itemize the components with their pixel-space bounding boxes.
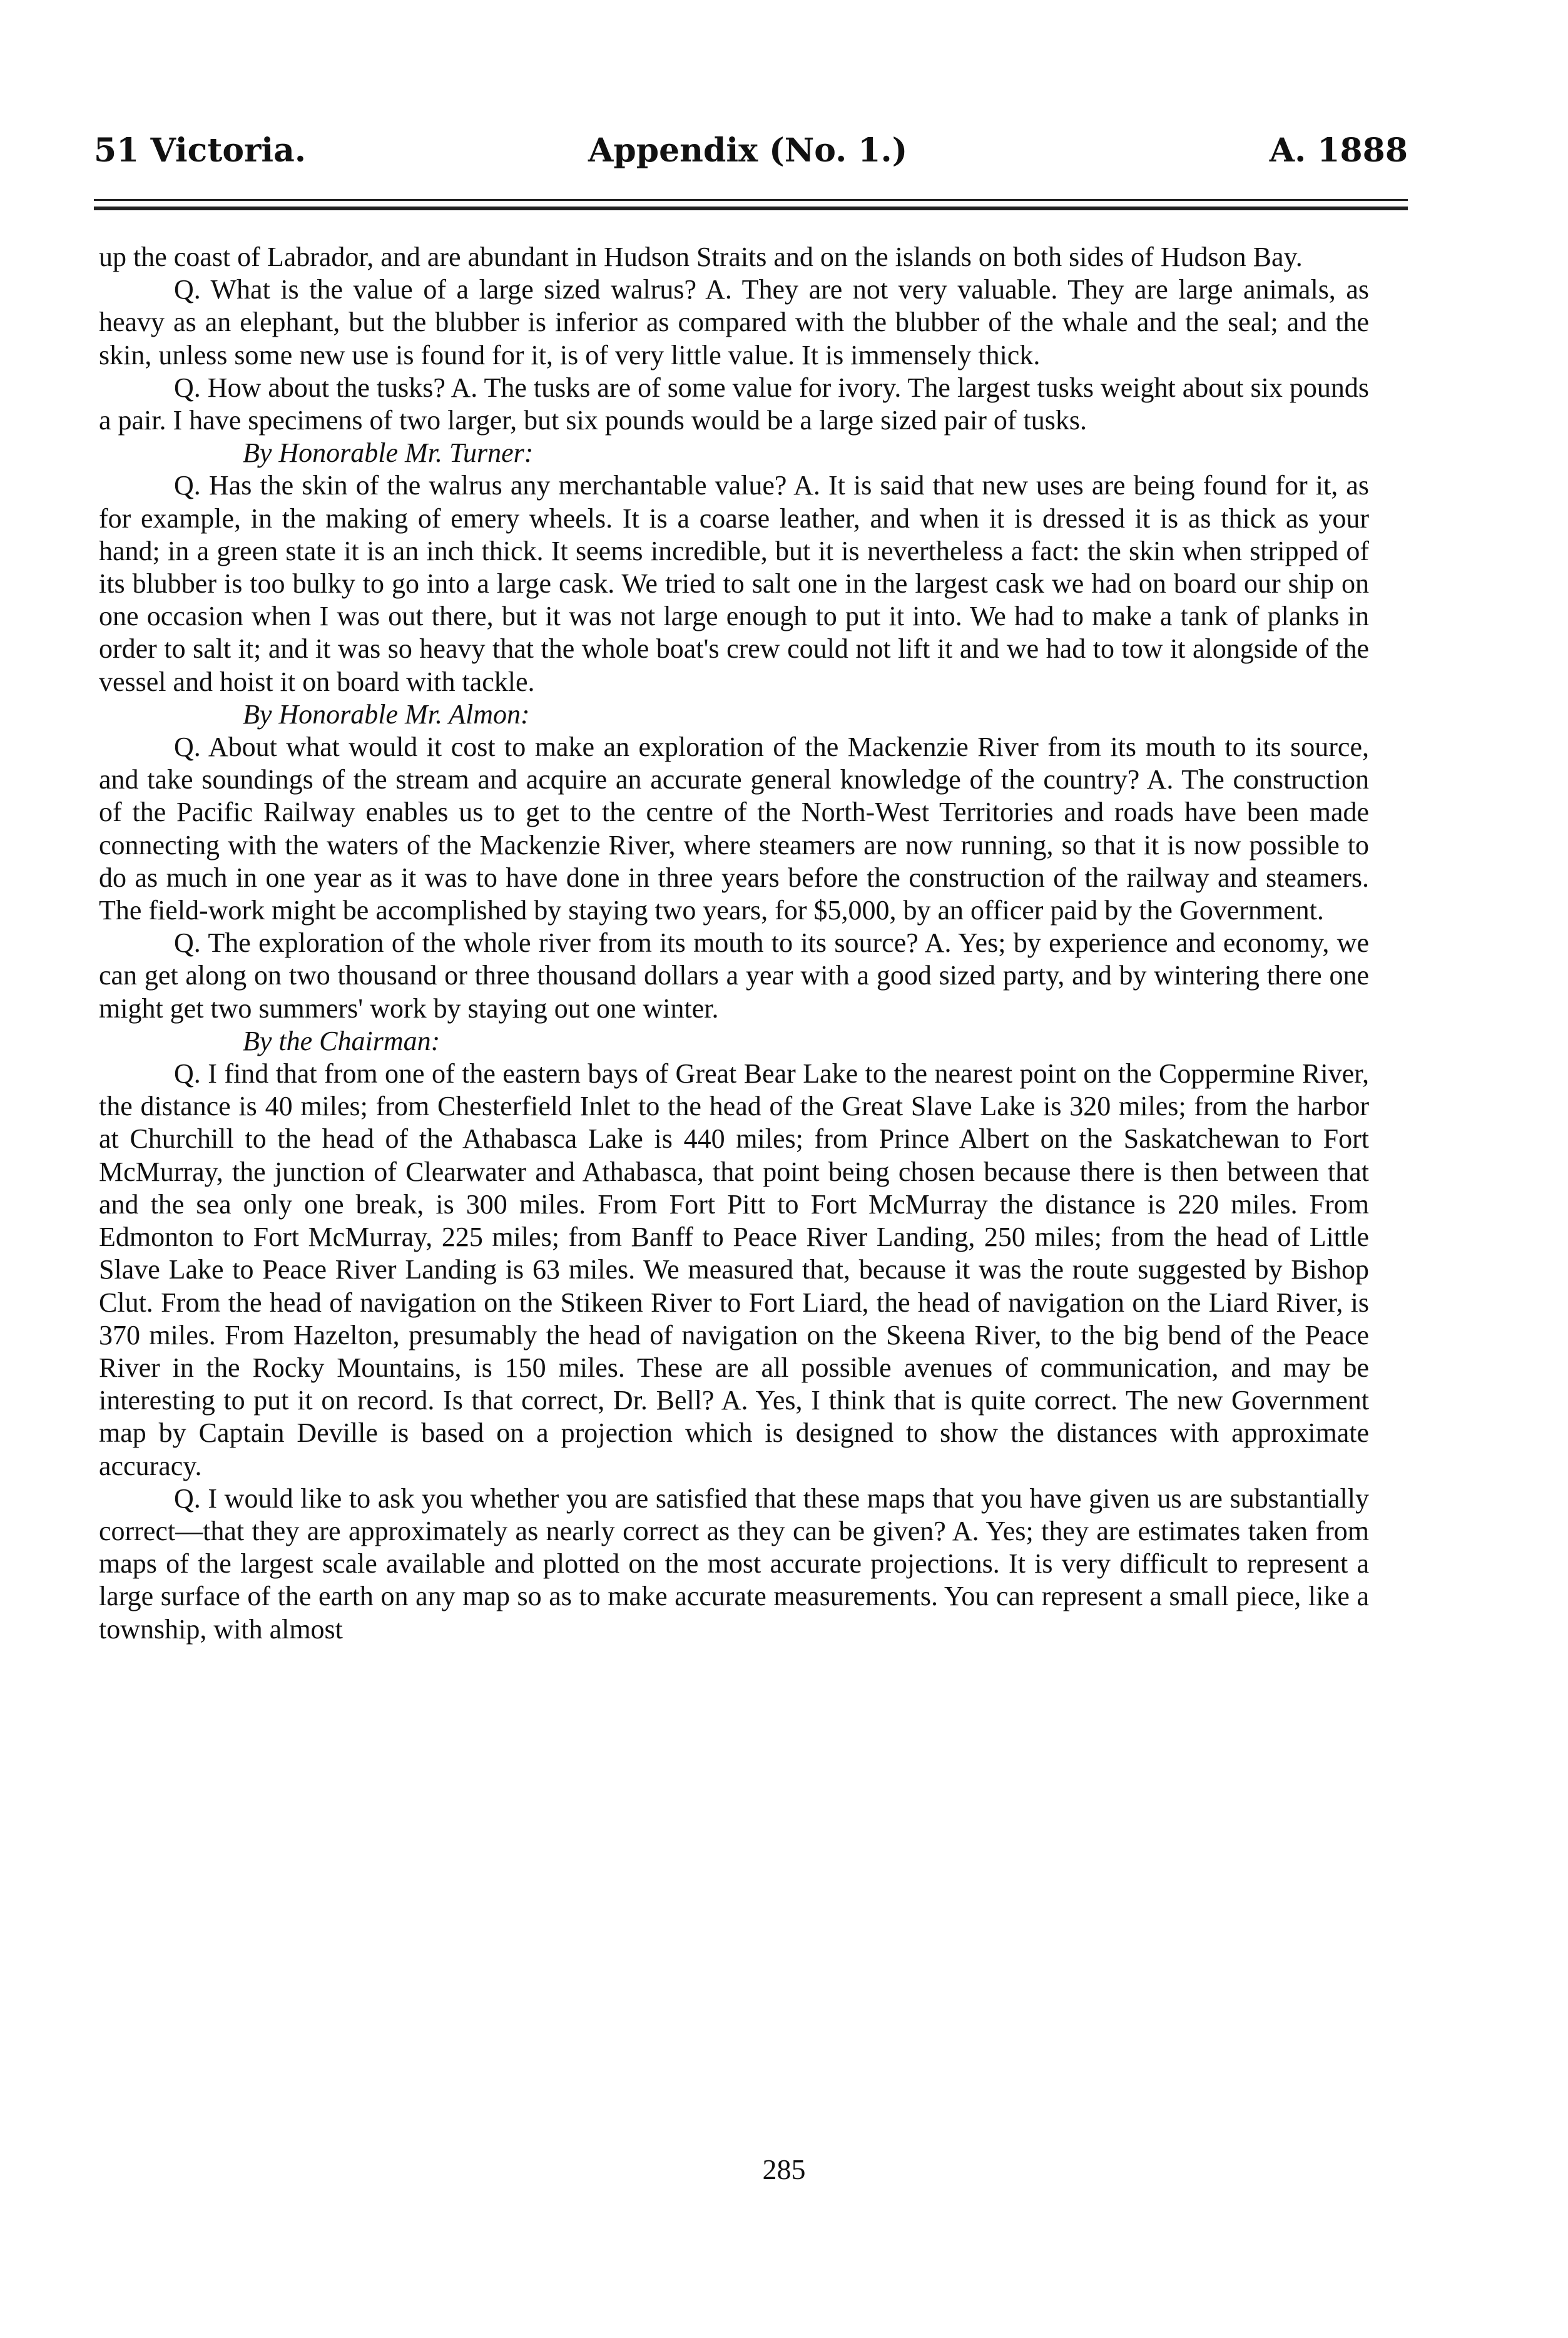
paragraph-mackenzie-cost: Q. About what would it cost to make an exploration of the Mackenzie River from its mouth to its source, and take soundings of the stream and acquire an accurate general knowledge of the country? A. The construction of the Pacific Railway enables us to get to the centre of the North-West Territories and roads have been made connecting with the waters of the Mackenzie River, where steamers are now running, so that it is now possible to do as much in one year as it was to have done in three years before the construction of the railway and steamers. The field-work might be accomplished by staying two years, for $5,000, by an officer paid by the Government. — [99, 732, 1369, 926]
header-year: A. 1888 — [1269, 131, 1408, 170]
header-rule-thin — [94, 199, 1408, 201]
header-rule-thick — [94, 207, 1408, 210]
paragraph-maps: Q. I would like to ask you whether you are satisfied that these maps that you have given us are substantially correct—that they are approximately as nearly correct as they can be given? A. Yes; they are estimates taken from maps of the largest scale available and plotted on the most accurate projections. It is very difficult to represent a large surface of the earth on any map so as to make accurate measurements. You can represent a small piece, like a township, with almost — [99, 1483, 1369, 1645]
speaker-almon: By Honorable Mr. Almon: — [243, 698, 530, 730]
paragraph-tusks: Q. How about the tusks? A. The tusks are of some value for ivory. The largest tusks weight about six pounds a pair. I have specimens of two larger, but six pounds would be a large sized pair of tusks. — [99, 372, 1369, 436]
paragraph-distances: Q. I find that from one of the eastern bays of Great Bear Lake to the nearest point on the Coppermine River, the distance is 40 miles; from Chesterfield Inlet to the head of the Great Slave Lake is 320 miles; from the harbor at Churchill to the head of the Athabasca Lake is 440 miles; from Prince Albert on the Saskatchewan to Fort McMurray, the junction of Clearwater and Athabasca, that point being chosen because there is then between that and the sea only one break, is 300 miles. From Fort Pitt to Fort McMurray the distance is 220 miles. From Edmonton to Fort McMurray, 225 miles; from Banff to Peace River Landing, 250 miles; from the head of Little Slave Lake to Peace River Landing is 63 miles. We measured that, because it was the route suggested by Bishop Clut. From the head of navigation on the Stikeen River to Fort Liard, the head of navigation on the Liard River, is 370 miles. From Hazelton, presumably the head of navigation on the Skeena River, to the big bend of the Peace River in the Rocky Mountains, is 150 miles. These are all possible avenues of communication, and may be interesting to put it on record. Is that correct, Dr. Bell? A. Yes, I think that is quite correct. The new Government map by Captain Deville is based on a projection which is designed to show the distances with approximate accuracy. — [99, 1058, 1369, 1481]
header-session: 51 Victoria. — [94, 131, 306, 170]
speaker-chairman: By the Chairman: — [243, 1025, 440, 1056]
page-number: 285 — [762, 2153, 806, 2185]
page-header — [94, 125, 1408, 181]
page-body — [99, 241, 1369, 1646]
speaker-turner: By Honorable Mr. Turner: — [243, 437, 534, 469]
paragraph-continuation: up the coast of Labrador, and are abundant in Hudson Straits and on the islands on both sides of Hudson Bay. — [99, 242, 1303, 272]
paragraph-exploration: Q. The exploration of the whole river from its mouth to its source? A. Yes; by experience and economy, we can get along on two thousand or three thousand dollars a year with a good sized party, and by wintering there one might get two summers' work by staying out one winter. — [99, 927, 1369, 1024]
paragraph-walrus-value: Q. What is the value of a large sized walrus? A. They are not very valuable. They are large animals, as heavy as an elephant, but the blubber is inferior as compared with the blubber of the whale and the seal; and the skin, unless some new use is found for it, is of very little value. It is immensely thick. — [99, 274, 1369, 370]
paragraph-walrus-skin: Q. Has the skin of the walrus any merchantable value? A. It is said that new uses are being found for it, as for example, in the making of emery wheels. It is a coarse leather, and when it is dressed it is as thick as your hand; in a green state it is an inch thick. It seems incredible, but it is nevertheless a fact: the skin when stripped of its blubber is too bulky to go into a large cask. We tried to salt one in the largest cask we had on board our ship on one occasion when I was out there, but it was not large enough to put it into. We had to make a tank of planks in order to salt it; and it was so heavy that the whole boat's crew could not lift it and we had to tow it alongside of the vessel and hoist it on board with tackle. — [99, 470, 1369, 697]
header-appendix: Appendix (No. 1.) — [588, 131, 908, 170]
